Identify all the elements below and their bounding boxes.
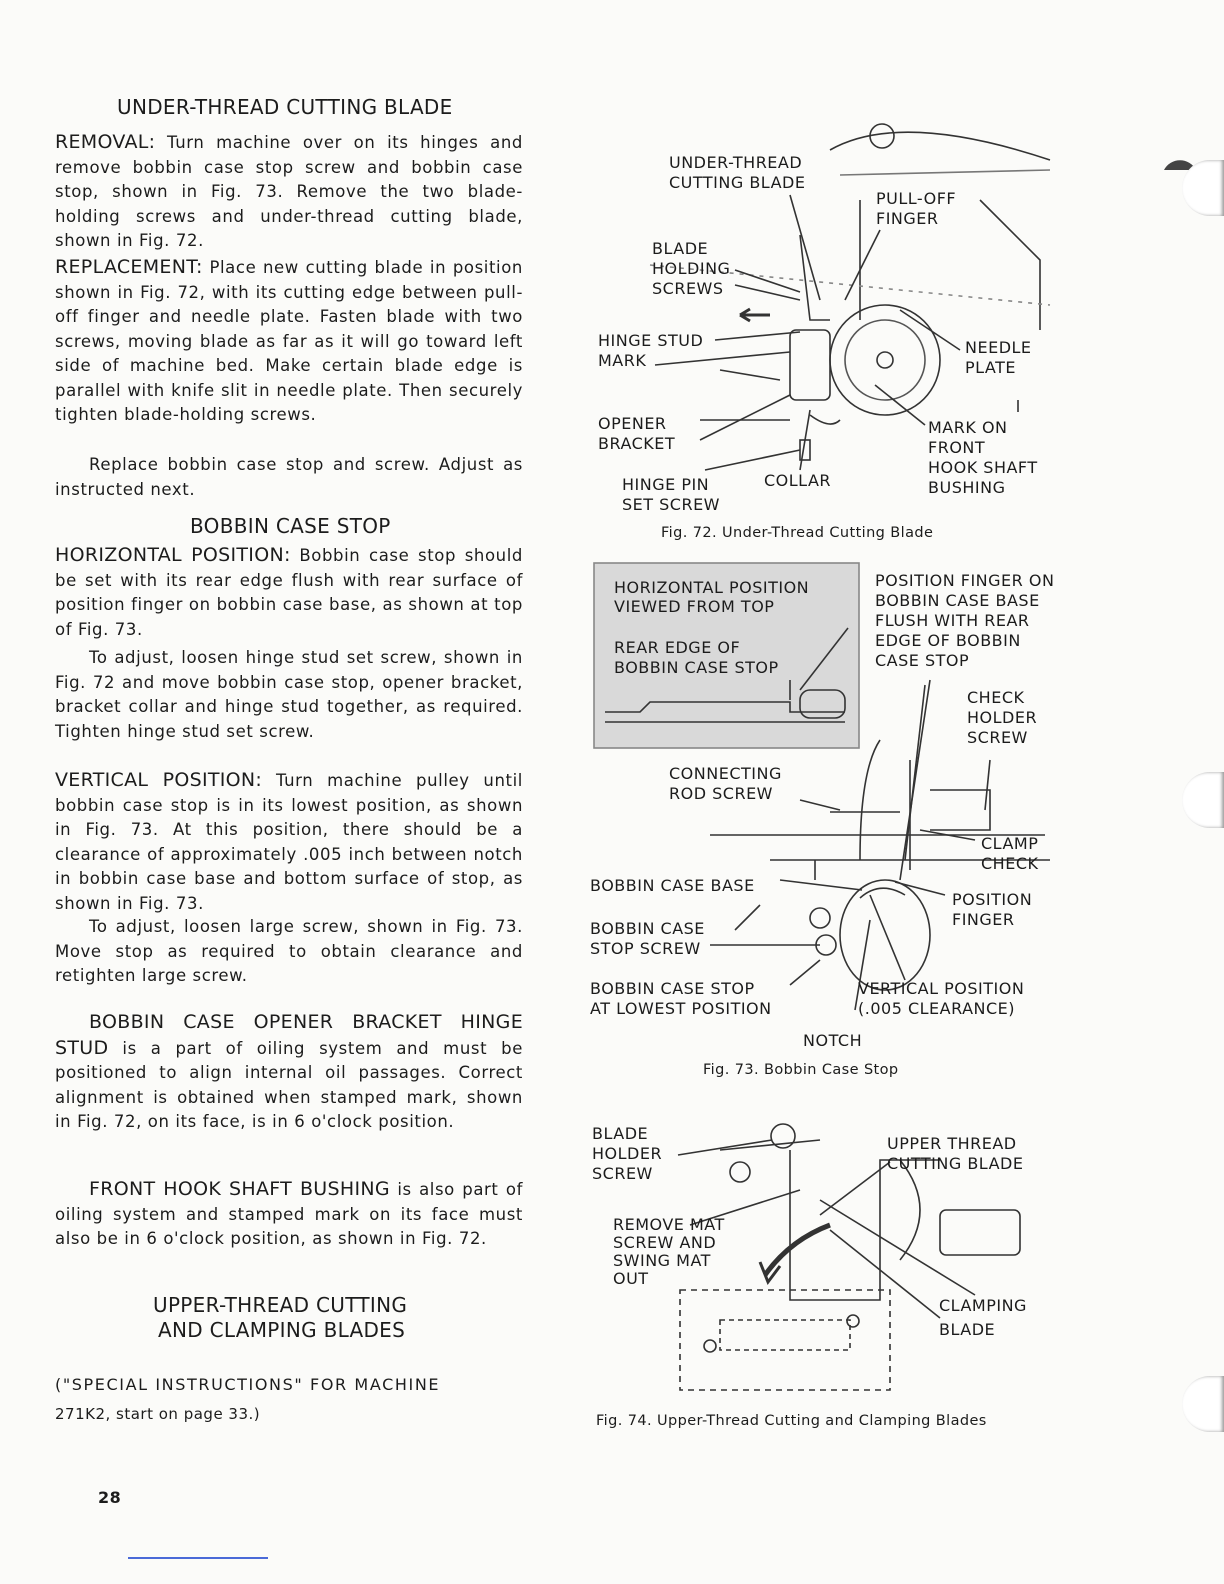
hinge-lead: BOBBIN CASE OPENER BRACKET HINGE STUD — [55, 1011, 523, 1059]
bushing-text: is also part of oiling system and stamped mark on its face must also be in 6 o'clock position, as shown in Fig. 72. — [55, 1180, 523, 1248]
label-stop-at-lowest-position: BOBBIN CASE STOP AT LOWEST POSITION — [590, 979, 772, 1018]
inset-viewed-from-top: VIEWED FROM TOP — [614, 597, 775, 616]
label-hinge-stud-mark: HINGE STUD MARK — [598, 331, 704, 370]
horizontal-text: Bobbin case stop should be set with its rear edge flush with rear surface of position finger on bobbin case base, as shown at top of Fig. 73. — [55, 546, 523, 639]
bushing-lead: FRONT HOOK SHAFT BUSHING — [89, 1178, 390, 1200]
removal-lead: REMOVAL: — [55, 131, 156, 153]
horizontal-lead: HORIZONTAL POSITION: — [55, 544, 291, 566]
label-opener-bracket: OPENER BRACKET — [598, 414, 676, 453]
inset-horizontal-position: HORIZONTAL POSITION — [614, 578, 810, 597]
special-instructions-line1: ("SPECIAL INSTRUCTIONS" FOR MACHINE — [55, 1375, 441, 1394]
fig74-caption: Fig. 74. Upper-Thread Cutting and Clamping Blades — [596, 1413, 987, 1429]
special-instructions-line2: 271K2, start on page 33.) — [55, 1405, 261, 1423]
inset-rear-edge-of: REAR EDGE OF — [614, 638, 741, 657]
label-needle-plate: NEEDLE PLATE — [965, 338, 1032, 377]
replacement-lead: REPLACEMENT: — [55, 256, 203, 278]
label-hinge-pin-set-screw: HINGE PIN SET SCREW — [622, 475, 720, 514]
label-under-thread-cutting-blade: UNDER-THREAD CUTTING BLADE — [669, 153, 806, 192]
label-blade-holding-screws: BLADE HOLDING SCREWS — [652, 239, 731, 298]
label-upper-thread-cutting-blade: UPPER THREAD CUTTING BLADE — [887, 1134, 1024, 1173]
label-clamp-check: CLAMP CHECK — [981, 834, 1039, 873]
label-mark-on-front-hook-shaft-bushing: MARK ON FRONT HOOK SHAFT BUSHING — [928, 418, 1038, 497]
section-heading-upper-line2: AND CLAMPING BLADES — [158, 1318, 406, 1342]
label-notch: NOTCH — [803, 1031, 863, 1050]
label-position-finger-on-base: POSITION FINGER ON BOBBIN CASE BASE FLUSH WITH REAR EDGE OF BOBBIN CASE STOP — [875, 571, 1055, 670]
section-heading-under-thread: UNDER-THREAD CUTTING BLADE — [117, 95, 453, 119]
vertical-text: Turn machine pulley until bobbin case stop is in its lowest position, as shown in Fig. 73. At this position, there should be a clearance of approximately .005 inch between notch in bobbin case base and bottom surface of stop, as shown in Fig. 73. — [55, 771, 523, 913]
page-number: 28 — [98, 1488, 122, 1507]
adjust2-paragraph: To adjust, loosen large screw, shown in Fig. 73. Move stop as required to obtain clearance and retighten large screw. — [55, 917, 523, 985]
label-pull-off-finger: PULL-OFF FINGER — [876, 189, 957, 228]
adjust-paragraph: To adjust, loosen hinge stud set screw, shown in Fig. 72 and move bobbin case stop, opener bracket, bracket collar and hinge stud together, as required. Tighten hinge stud set screw. — [55, 648, 523, 741]
inset-bobbin-case-stop: BOBBIN CASE STOP — [614, 658, 779, 677]
label-bobbin-case-stop-screw: BOBBIN CASE STOP SCREW — [590, 919, 705, 958]
section-heading-upper-line1: UPPER-THREAD CUTTING — [153, 1293, 408, 1317]
hinge-text: is a part of oiling system and must be positioned to align internal oil passages. Correct alignment is obtained when stamped mark, shown in Fig. 72, on its face, is in 6 o'clock position. — [55, 1038, 523, 1131]
label-blade-holder-screw: BLADE HOLDER SCREW — [592, 1124, 663, 1183]
fig73-caption: Fig. 73. Bobbin Case Stop — [703, 1062, 899, 1078]
label-collar: COLLAR — [764, 471, 832, 490]
label-bobbin-case-base: BOBBIN CASE BASE — [590, 876, 755, 895]
fig72-caption: Fig. 72. Under-Thread Cutting Blade — [661, 525, 934, 541]
label-connecting-rod-screw: CONNECTING ROD SCREW — [669, 764, 782, 803]
removal-text: Turn machine over on its hinges and remove bobbin case stop screw and bobbin case stop, shown in Fig. 73. Remove the two blade-holding screws and under-thread cutting blade, shown in Fig. 72. — [55, 133, 523, 250]
label-check-holder-screw: CHECK HOLDER SCREW — [967, 688, 1038, 747]
replacement-text: Place new cutting blade in position shown in Fig. 72, with its cutting edge between pull-off finger and needle plate. Fasten blade with two screws, moving blade as far as it will go toward left side of machine bed. Make certain blade edge is parallel with knife slit in needle plate. Then securely tighten blade-holding screws. — [55, 258, 523, 424]
section-heading-bobbin-case-stop: BOBBIN CASE STOP — [190, 514, 391, 538]
label-vertical-position-clearance: VERTICAL POSITION (.005 CLEARANCE) — [858, 979, 1025, 1018]
vertical-lead: VERTICAL POSITION: — [55, 769, 263, 791]
replace-stop-paragraph: Replace bobbin case stop and screw. Adjust as instructed next. — [55, 455, 523, 499]
label-position-finger: POSITION FINGER — [952, 890, 1033, 929]
label-clamping-blade: CLAMPING BLADE — [939, 1296, 1027, 1339]
label-remove-mat-screw: REMOVE MAT SCREW AND SWING MAT OUT — [613, 1215, 725, 1288]
